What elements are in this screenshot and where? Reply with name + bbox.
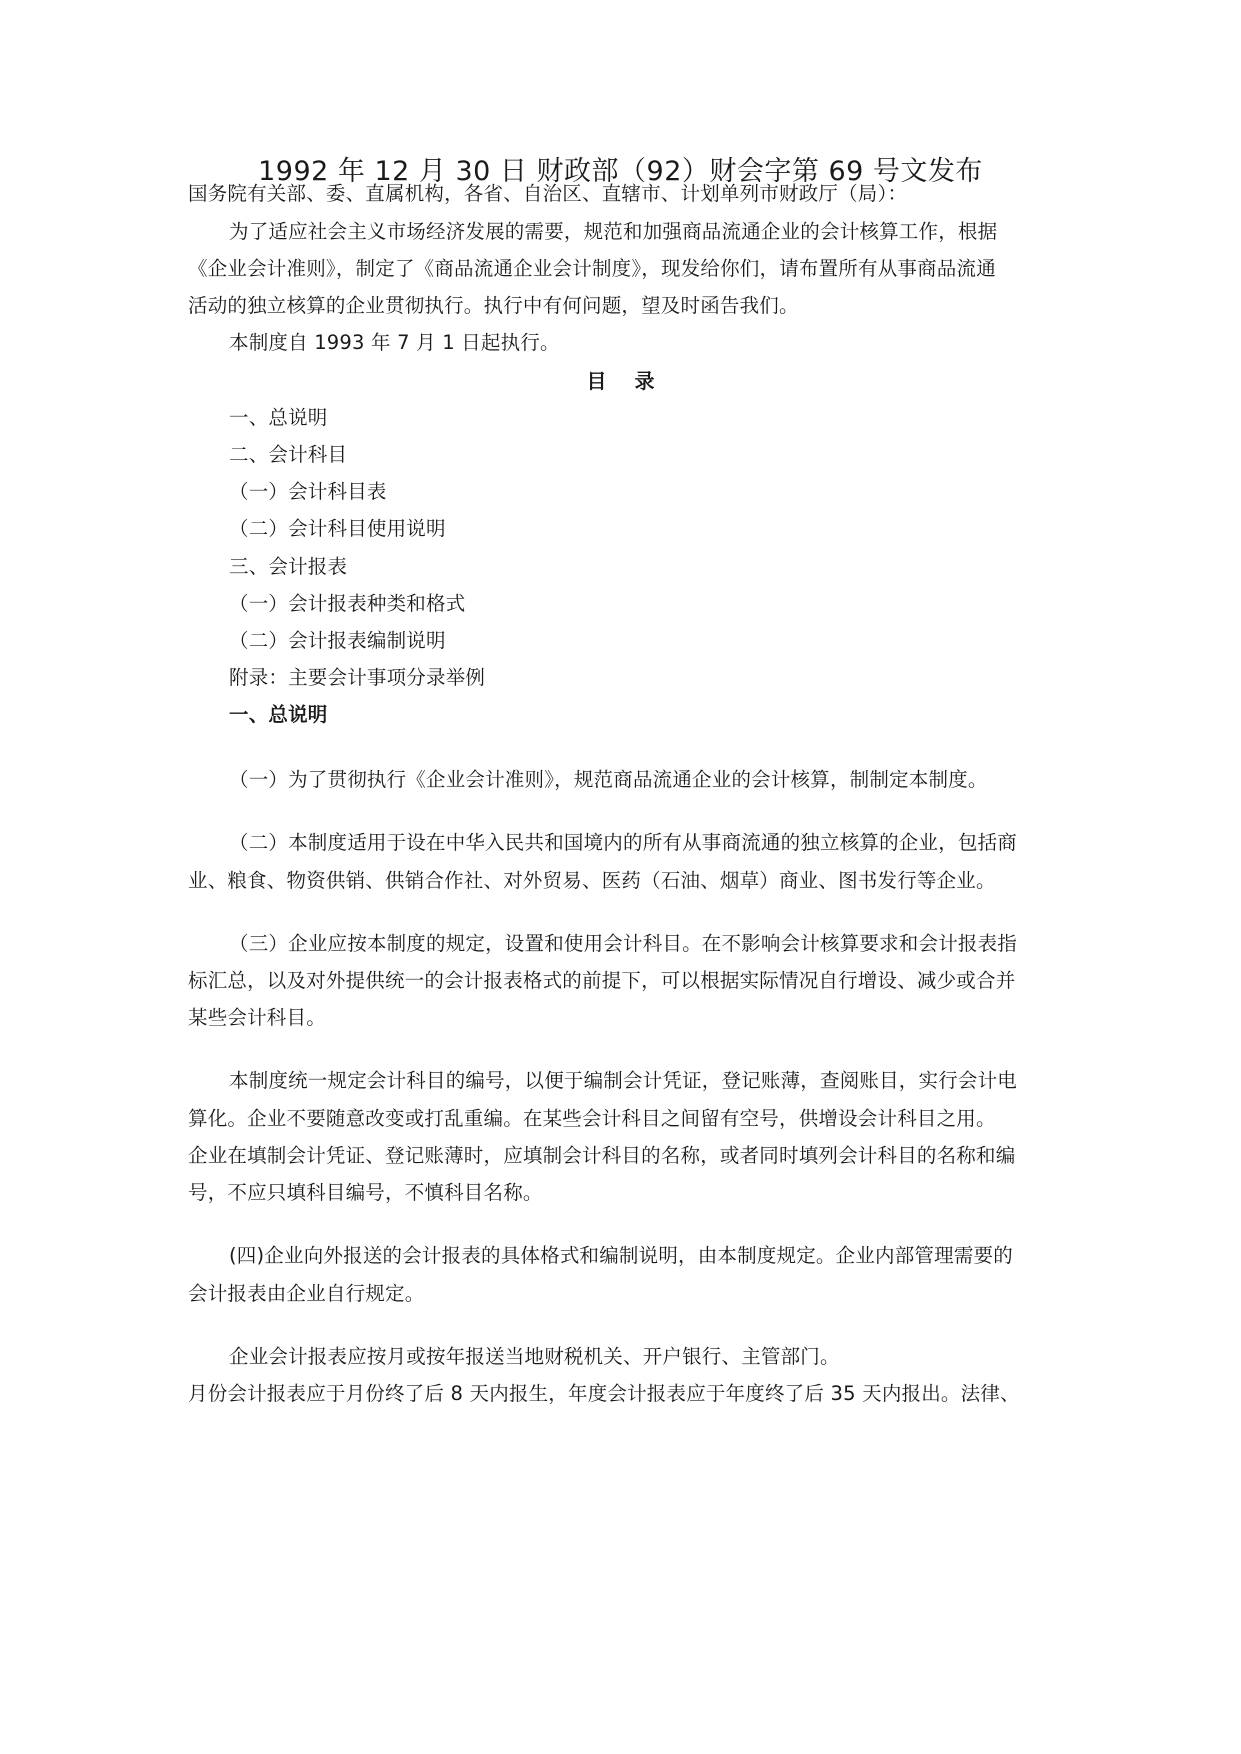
toc-item: （二）会计科目使用说明	[229, 517, 446, 540]
intro-line: 活动的独立核算的企业贯彻执行。执行中有何问题，望及时函告我们。	[188, 294, 799, 317]
paragraph-line: 号，不应只填科目编号，不慎科目名称。	[188, 1181, 543, 1204]
paragraph-line: 算化。企业不要随意改变或打乱重编。在某些会计科目之间留有空号，供增设会计科目之用。	[188, 1107, 996, 1130]
paragraph-line: （三）企业应按本制度的规定，设置和使用会计科目。在不影响会计核算要求和会计报表指	[229, 932, 1018, 955]
paragraph-line: 业、粮食、物资供销、供销合作社、对外贸易、医药（石油、烟草）商业、图书发行等企业。	[188, 869, 996, 892]
toc-item: 附录：主要会计事项分录举例	[229, 666, 486, 689]
paragraph-line: 本制度统一规定会计科目的编号，以便于编制会计凭证，登记账薄，查阅账目，实行会计电	[229, 1069, 1018, 1092]
paragraph-line: 标汇总，以及对外提供统一的会计报表格式的前提下，可以根据实际情况自行增设、减少或合并	[188, 969, 1016, 992]
intro-line: 《企业会计准则》，制定了《商品流通企业会计制度》，现发给你们，请布置所有从事商品流通	[188, 257, 996, 280]
toc-heading: 目录	[586, 369, 683, 393]
section-heading: 一、总说明	[229, 703, 328, 726]
toc-item: （二）会计报表编制说明	[229, 629, 446, 652]
addressee-line: 国务院有关部、委、直属机构，各省、自治区、直辖市、计划单列市财政厅（局）：	[188, 182, 908, 205]
paragraph-line: 某些会计科目。	[188, 1006, 326, 1029]
toc-item: （一）会计科目表	[229, 480, 387, 503]
intro-line: 为了适应社会主义市场经济发展的需要，规范和加强商品流通企业的会计核算工作，根据	[229, 220, 998, 243]
effective-date-line: 本制度自 1993 年 7 月 1 日起执行。	[229, 331, 560, 354]
paragraph-line: 企业在填制会计凭证、登记账薄时，应填制会计科目的名称，或者同时填列会计科目的名称和编	[188, 1144, 1016, 1167]
toc-item: 二、会计科目	[229, 443, 348, 466]
paragraph-line: 会计报表由企业自行规定。	[188, 1282, 425, 1305]
paragraph-line: （二）本制度适用于设在中华入民共和国境内的所有从事商流通的独立核算的企业，包括商	[229, 831, 1018, 854]
toc-item: （一）会计报表种类和格式	[229, 592, 466, 615]
paragraph-line: 企业会计报表应按月或按年报送当地财税机关、开户银行、主管部门。	[229, 1345, 840, 1368]
document-title: 1992 年 12 月 30 日 财政部（92）财会字第 69 号文发布	[258, 156, 983, 187]
toc-item: 三、会计报表	[229, 555, 348, 578]
toc-item: 一、总说明	[229, 406, 328, 429]
paragraph-line: (四)企业向外报送的会计报表的具体格式和编制说明，由本制度规定。企业内部管理需要的	[229, 1244, 1013, 1267]
paragraph-line: （一）为了贯彻执行《企业会计准则》，规范商品流通企业的会计核算，制制定本制度。	[229, 768, 988, 791]
paragraph-line: 月份会计报表应于月份终了后 8 天内报生，年度会计报表应于年度终了后 35 天内报出。法律、	[188, 1382, 1020, 1405]
